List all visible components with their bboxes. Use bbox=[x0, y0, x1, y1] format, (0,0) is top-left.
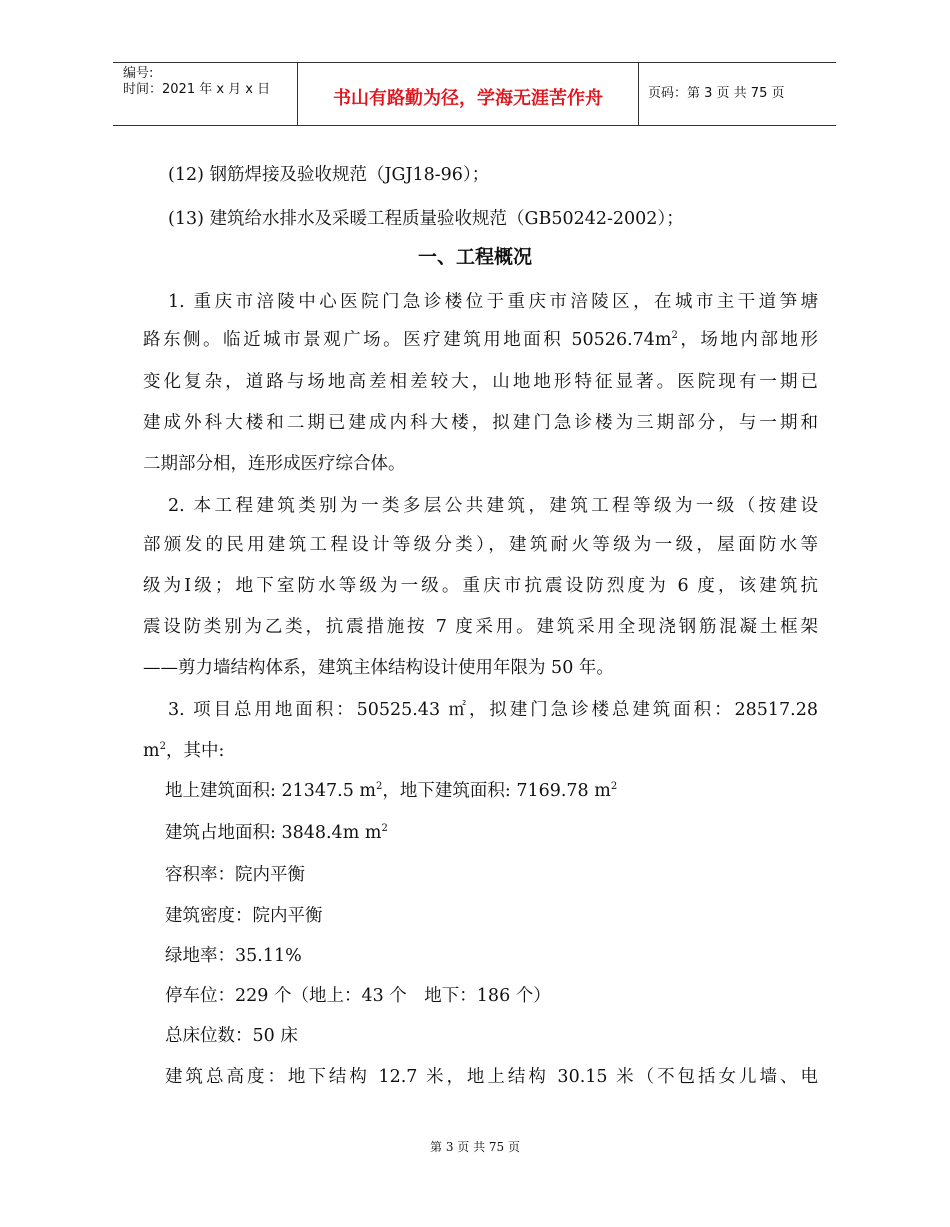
section-title: 一、工程概况 bbox=[417, 246, 532, 268]
paragraph-line: ——剪力墙结构体系，建筑主体结构设计使用年限为 50 年。 bbox=[143, 658, 614, 678]
building-height: 建筑总高度：地下结构 12.7 米，地上结构 30.15 米（不包括女儿墙、电 bbox=[165, 1067, 818, 1087]
above-ground-area: 地上建筑面积: 21347.5 $m^2$，地下建筑面积: 7169.78 $m^2$ bbox=[165, 781, 618, 801]
total-beds: 总床位数：50 床 bbox=[165, 1026, 298, 1046]
paragraph-line: 2. 本工程建筑类别为一类多层公共建筑，建筑工程等级为一级（按建设 bbox=[168, 496, 818, 516]
floor-area-ratio: 容积率：院内平衡 bbox=[165, 865, 305, 885]
motto: 书山有路勤为径，学海无涯苦作舟 bbox=[333, 88, 603, 109]
date-label: 时间：2021 年 x 月 x 日 bbox=[123, 82, 271, 97]
header-motto-cell bbox=[297, 63, 639, 125]
page-footer: 第 3 页 共 75 页 bbox=[430, 1140, 520, 1154]
paragraph-line: 变化复杂，道路与场地高差相差较大，山地地形特征显著。医院现有一期已 bbox=[143, 372, 818, 392]
paragraph-line: 震设防类别为乙类，抗震措施按 7 度采用。建筑采用全现浇钢筋混凝土框架 bbox=[143, 617, 818, 637]
paragraph-line: 1. 重庆市涪陵中心医院门急诊楼位于重庆市涪陵区，在城市主干道笋塘 bbox=[168, 292, 818, 312]
paragraph-line: 3. 项目总用地面积：50525.43 ㎡，拟建门急诊楼总建筑面积：28517.28 bbox=[168, 700, 818, 720]
paragraph-line: 建成外科大楼和二期已建成内科大楼，拟建门急诊楼为三期部分，与一期和 bbox=[143, 413, 818, 433]
paragraph-line: 级为Ⅰ级；地下室防水等级为一级。重庆市抗震设防烈度为 6 度，该建筑抗 bbox=[143, 576, 818, 596]
header-meta bbox=[113, 63, 297, 125]
paragraph-line: 路东侧。临近城市景观广场。医疗建筑用地面积 $50526.74m^2$，场地内部地形 bbox=[143, 330, 818, 350]
paragraph-line: 二期部分相，连形成医疗综合体。 bbox=[143, 454, 406, 474]
paragraph-line: 部颁发的民用建筑工程设计等级分类），建筑耐火等级为一级，屋面防水等 bbox=[143, 535, 818, 555]
paragraph-line: $m^2$，其中: bbox=[143, 741, 225, 761]
code-label: 编号: bbox=[123, 66, 154, 81]
parking-spaces: 停车位：229 个（地上：43 个 地下：186 个） bbox=[165, 986, 551, 1006]
green-ratio: 绿地率：35.11% bbox=[165, 946, 302, 966]
header-page-cell bbox=[638, 63, 836, 125]
reference-item: (13) 建筑给水排水及采暖工程质量验收规范（GB50242-2002）； bbox=[168, 209, 684, 229]
page-header bbox=[113, 62, 836, 126]
building-density: 建筑密度：院内平衡 bbox=[165, 906, 323, 926]
page-info: 页码：第 3 页 共 75 页 bbox=[648, 86, 785, 101]
footprint-area: 建筑占地面积: 3848.4m $m^2$ bbox=[165, 823, 388, 843]
reference-item: (12) 钢筋焊接及验收规范（JGJ18-96）； bbox=[168, 165, 490, 185]
